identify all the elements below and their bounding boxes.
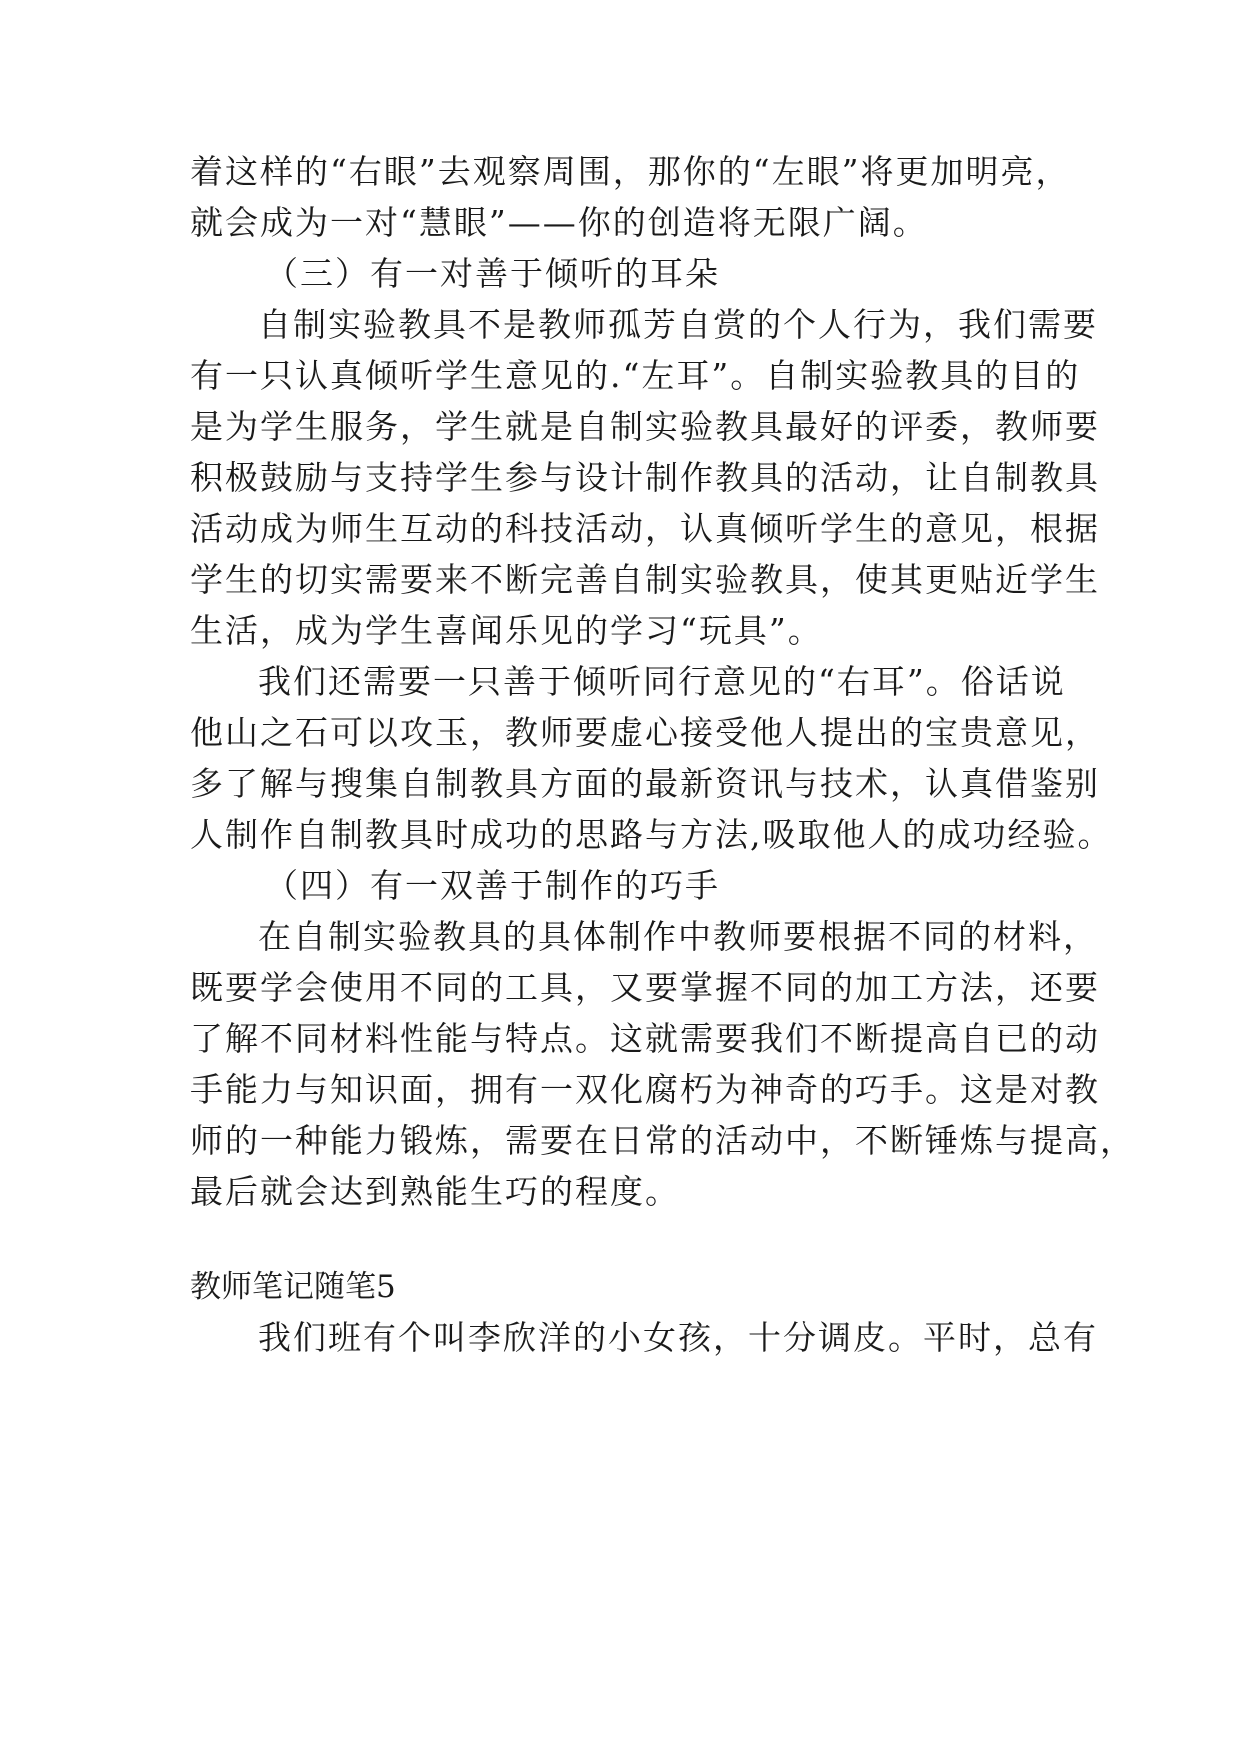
section-heading: （三）有一对善于倾听的耳朵 (265, 254, 720, 293)
body-text-line: 生活，成为学生喜闻乐见的学习“玩具”。 (190, 611, 823, 650)
body-text-line: 是为学生服务，学生就是自制实验教具最好的评委，教师要 (190, 407, 1100, 446)
body-text-line: 有一只认真倾听学生意见的.“左耳”。自制实验教具的目的 (190, 356, 1081, 395)
body-text-line: 我们班有个叫李欣洋的小女孩，十分调皮。平时，总有 (258, 1318, 1098, 1357)
body-text-line: 着这样的“右眼”去观察周围，那你的“左眼”将更加明亮， (190, 152, 1071, 191)
body-text-line: 自制实验教具不是教师孤芳自赏的个人行为，我们需要 (258, 305, 1098, 344)
body-text-line: 手能力与知识面，拥有一双化腐朽为神奇的巧手。这是对教 (190, 1070, 1100, 1109)
body-text-line: 多了解与搜集自制教具方面的最新资讯与技术，认真借鉴别 (190, 764, 1100, 803)
body-text-line: 积极鼓励与支持学生参与设计制作教具的活动，让自制教具 (190, 458, 1100, 497)
body-text-line: 在自制实验教具的具体制作中教师要根据不同的材料， (258, 917, 1098, 956)
article-title: 教师笔记随笔5 (190, 1269, 396, 1305)
body-text-line: 最后就会达到熟能生巧的程度。 (190, 1172, 680, 1211)
body-text-line: 了解不同材料性能与特点。这就需要我们不断提高自已的动 (190, 1019, 1100, 1058)
body-text-line: 师的一种能力锻炼，需要在日常的活动中，不断锤炼与提高， (190, 1121, 1135, 1160)
body-text-line: 人制作自制教具时成功的思路与方法,吸取他人的成功经验。 (190, 815, 1113, 854)
body-text-line: 活动成为师生互动的科技活动，认真倾听学生的意见，根据 (190, 509, 1100, 548)
section-heading: （四）有一双善于制作的巧手 (265, 866, 720, 905)
body-text-line: 学生的切实需要来不断完善自制实验教具，使其更贴近学生 (190, 560, 1100, 599)
body-text-line: 就会成为一对“慧眼”——你的创造将无限广阔。 (190, 203, 928, 242)
body-text-line: 他山之石可以攻玉，教师要虚心接受他人提出的宝贵意见， (190, 713, 1100, 752)
body-text-line: 我们还需要一只善于倾听同行意见的“右耳”。俗话说 (258, 662, 1066, 701)
body-text-line: 既要学会使用不同的工具，又要掌握不同的加工方法，还要 (190, 968, 1100, 1007)
